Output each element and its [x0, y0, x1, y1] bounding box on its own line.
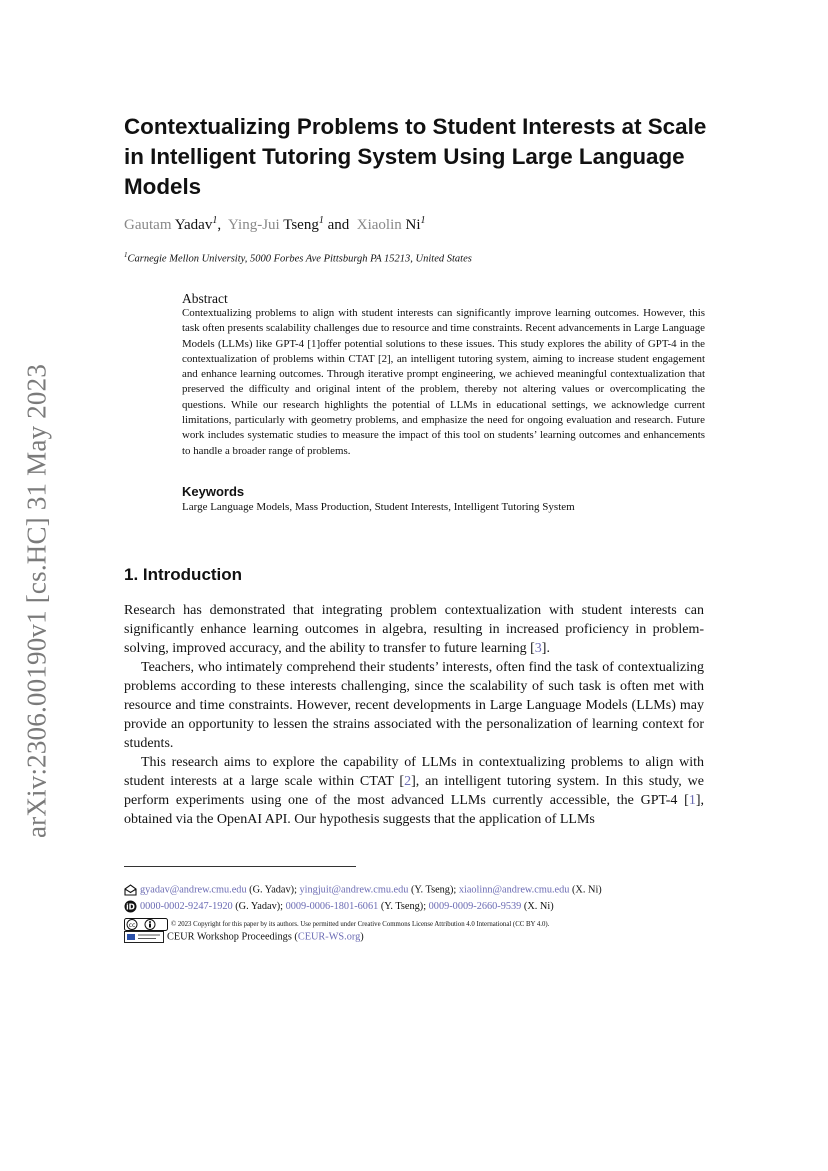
orcid-owner: (Y. Tseng);: [378, 900, 429, 912]
email-owner: (Y. Tseng);: [408, 884, 459, 896]
affiliation-sup: 1: [124, 251, 128, 259]
arxiv-identifier: arXiv:2306.00190v1 [cs.HC] 31 May 2023: [21, 363, 52, 839]
ceur-text: CEUR Workshop Proceedings (: [167, 931, 298, 943]
p3-text-c: ], obtained via the OpenAI API. Our hypothesis suggests that the application of LLMs: [124, 793, 704, 827]
arxiv-side-label: [12, 352, 62, 850]
author-2-last: Tseng: [283, 217, 319, 233]
orcid-icon: [124, 900, 137, 913]
p1-text-b: ].: [541, 641, 550, 656]
citation-link[interactable]: 2: [404, 774, 412, 789]
keywords-text: Large Language Models, Mass Production, Student Interests, Intelligent Tutoring System: [182, 501, 575, 513]
author-3-sup: 1: [420, 215, 426, 226]
footnote-ceur: [124, 931, 364, 943]
email-owner: (G. Yadav);: [246, 884, 300, 896]
email-link-ni[interactable]: xiaolinn@andrew.cmu.edu: [458, 884, 570, 896]
citation-link[interactable]: 1: [688, 793, 696, 808]
citation-link[interactable]: 3: [534, 641, 542, 656]
orcid-owner: (G. Yadav);: [232, 900, 286, 912]
orcid-link-yadav[interactable]: 0000-0002-9247-1920: [140, 900, 233, 912]
p1-text-a: Research has demonstrated that integrating problem contextualization with student interests can significantly enhance learning outcomes in algebra, resulting in increased proficiency in problem-solving, improved accuracy, and the ability to transfer to future learning [: [124, 603, 704, 656]
affiliation: [124, 251, 472, 265]
author-3-last: Ni: [405, 217, 421, 233]
paper-title: Contextualizing Problems to Student Interests at Scale in Intelligent Tutoring System Using Large Language Models: [124, 114, 707, 199]
author-1-first: Gautam: [124, 217, 172, 233]
svg-text:iD: iD: [126, 902, 135, 912]
intro-paragraph-1: [124, 601, 704, 658]
abstract-heading: Abstract: [182, 291, 228, 306]
orcid-link-ni[interactable]: 0009-0009-2660-9539: [428, 900, 522, 912]
email-link-yadav[interactable]: gyadav@andrew.cmu.edu: [140, 884, 247, 896]
affiliation-text: Carnegie Mellon University, 5000 Forbes Ave Pittsburgh PA 15213, United States: [127, 253, 472, 265]
ceur-close: ): [360, 931, 364, 943]
email-link-tseng[interactable]: yingjuit@andrew.cmu.edu: [299, 884, 409, 896]
email-owner: (X. Ni): [569, 884, 602, 896]
p3-text-b: ], an intelligent tutoring system. In this study, we perform experiments using one of the most advanced LLMs currently accessible, the GPT-4 [: [124, 774, 704, 808]
orcid-link-tseng[interactable]: 0009-0006-1801-6061: [285, 900, 379, 912]
email-icon: [124, 884, 137, 896]
author-1-sup: 1: [212, 215, 218, 226]
author-1-last: Yadav: [174, 217, 213, 233]
abstract-text: Contextualizing problems to align with student interests can significantly improve learning outcomes. However, this task often presents scalability challenges due to resource and time constraints. Recent advancements in Large Language Models (LLMs) like GPT-4 [1]offer potential solutions to these issues. This study explores the ability of GPT-4 in the contextualization of problems within CTAT [2], an intelligent tutoring system, aiming to increase student engagement and enhance learning outcomes. Through iterative prompt engineering, we achieved meaningful contextualization that preserved the difficulty and original intent of the problem, thereby not altering values or overcomplicating the questions. While our research highlights the potential of LLMs in educational settings, we acknowledge current limitations, particularly with geometry problems, and emphasize the need for ongoing evaluation and research. Future work includes systematic studies to measure the impact of this tool on students’ learning outcomes and enhancements to handle a broader range of problems.: [182, 307, 705, 457]
p3-text-a: This research aims to explore the capability of LLMs in contextualizing problems to align with student interests at a large scale within CTAT [: [124, 755, 704, 789]
ceur-logo-icon: [124, 931, 164, 943]
cc-by-license-icon: [124, 918, 168, 931]
footnote-emails: [124, 884, 602, 896]
author-conjunction: and: [327, 217, 350, 233]
intro-paragraph-2: Teachers, who intimately comprehend their students’ interests, often find the task of contextualizing problems according to these interests challenging, since the scalability of such task is often met with resource and time constraints. However, recent developments in Large Language Models (LLMs) may provide an opportunity to lessen the strains associated with the personalization of learning context for students.: [124, 660, 704, 751]
keywords-heading: Keywords: [182, 484, 245, 499]
footnote-copyright: [124, 918, 549, 931]
copyright-text: © 2023 Copyright for this paper by its authors. Use permitted under Creative Commons License Attribution 4.0 International (CC BY 4.0).: [171, 921, 550, 929]
author-3-first: Xiaolin: [356, 217, 402, 233]
footnote-rule: [124, 866, 356, 867]
author-2-first: Ying-Jui: [228, 217, 280, 233]
orcid-owner: (X. Ni): [521, 900, 554, 912]
svg-text:cc: cc: [128, 922, 136, 929]
author-2-sup: 1: [318, 215, 324, 226]
author-list: Gautam Yadav$^1$, Ying-Jui Tseng$^1$ and Xiaolin Ni$^1$: [124, 215, 426, 233]
section-heading: 1. Introduction: [124, 565, 243, 584]
intro-paragraph-3: [124, 753, 704, 829]
footnote-orcids: [124, 900, 554, 913]
ceur-link[interactable]: CEUR-WS.org: [297, 931, 361, 943]
